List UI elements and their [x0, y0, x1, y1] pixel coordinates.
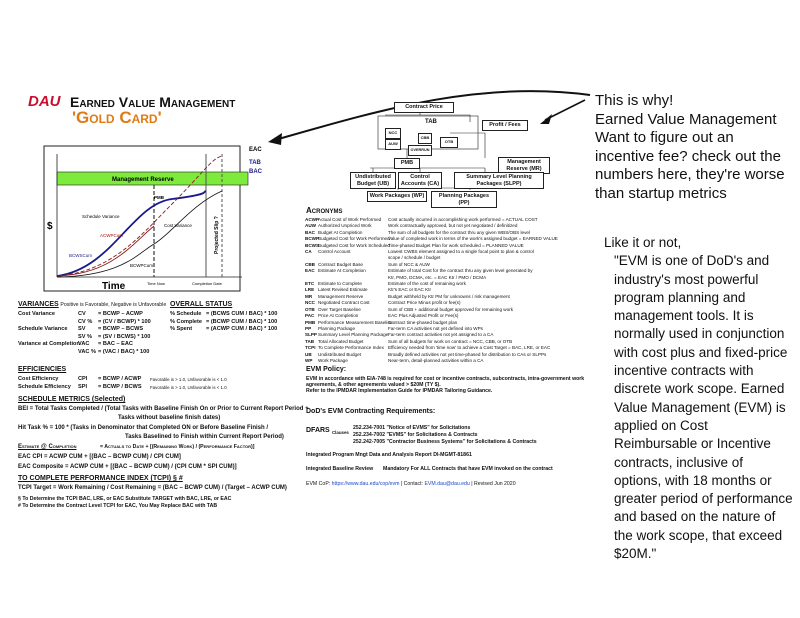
acronym-name: Total Allocated Budget: [318, 338, 364, 344]
formula-cell: [18, 334, 78, 342]
acronym-key: ETC: [305, 281, 315, 287]
acronym-key: EAC: [305, 268, 315, 274]
formula-row: [18, 311, 151, 319]
acronym-key: PMB: [305, 319, 316, 325]
acronym-row: [305, 358, 555, 364]
acronym-name: Control Account: [318, 249, 351, 255]
comment-line: Like it or not,: [604, 235, 682, 250]
formula-row: [170, 311, 277, 319]
formula-cell: = BCWP / ACWP: [98, 376, 142, 382]
formula-cell: = (BCWP CUM / BAC) * 100: [206, 318, 278, 325]
clauses-label: Clauses: [332, 430, 349, 435]
acronym-key: LRE: [305, 287, 315, 293]
acronym-name: Negotiated Contract Cost: [318, 300, 370, 306]
ibr: Integrated Baseline Review: [306, 466, 374, 472]
acronym-definition: Time-phased Budget Plan for work scheduled = PLANNED VALUE: [388, 242, 524, 248]
svg-text:EAC: EAC: [249, 147, 262, 153]
variances-note: Positive is Favorable, Negative is Unfavorable: [60, 302, 167, 308]
acronym-definition: Efficiency needed from 'time now' to achieve a Cost Target = BAC, LRE, or EAC: [388, 345, 551, 351]
acronym-definition: Sum of CBB + additional budget approved for remaining work: [388, 306, 513, 312]
card-subtitle: 'Gold Card': [72, 108, 162, 127]
org-mr: Management Reserve (MR): [498, 157, 550, 174]
comment-line: $20M.": [614, 546, 657, 562]
acronym-key: PAC: [305, 313, 315, 319]
acronym-name: Price At Completion: [318, 313, 359, 319]
acronym-key: CA: [305, 249, 312, 255]
comment-line: program planning and: [614, 289, 746, 305]
acronym-definition: Value of completed work in terms of the work's assigned budget = EARNED VALUE: [388, 236, 558, 242]
formula-cell: = (BCWS CUM / BAC) * 100: [206, 311, 278, 317]
formula-cell: = BCWP / BCWS: [98, 383, 142, 390]
formula-cell: CV: [78, 311, 86, 317]
comment-line: greater period of performance: [614, 491, 793, 507]
acronym-key: TCPI: [305, 345, 316, 351]
acronym-definition: Budget withheld by Ktr PM for unknowns / risk management: [388, 293, 510, 299]
org-tab: TAB: [425, 119, 437, 125]
acronym-name: Authorized Unpriced Work: [318, 223, 372, 229]
efficiencies-table: [18, 376, 227, 391]
acronym-name: Work Package: [318, 357, 348, 363]
clause: 252.234-7002 "EVMS" for Solicitations & Contracts: [353, 432, 478, 438]
acronym-definition: Broadly defined activities not yet time-phased for distribution to CAs or SLPPs: [388, 351, 547, 357]
comment-line: incentive fee? check out the: [595, 147, 781, 165]
acronym-key: TAB: [305, 338, 315, 344]
revised-date: | Revised Jun 2020: [471, 481, 516, 487]
comment-line: Value Management (EVM) is: [614, 399, 786, 415]
acronym-key: AUW: [305, 223, 316, 229]
acronym-key: UB: [305, 351, 312, 357]
comment-line: This is why!: [595, 92, 674, 109]
dau-logo: DAU: [28, 93, 61, 110]
tcpi-note: § To Determine the TCPI BAC, LRE, or EAC Substitute TARGET with BAC, LRE, or EAC: [18, 496, 232, 502]
formula-cell: = (SV / BCWS) * 100: [98, 333, 151, 340]
tcpi-title: TO COMPLETE PERFORMANCE INDEX (TCPI) § #: [18, 475, 183, 482]
acronym-key: PP: [305, 325, 312, 331]
formula-cell: Cost Variance: [18, 311, 55, 317]
acronym-key: ACWP: [305, 217, 320, 222]
acronym-definition: Far-term contract activities not yet assigned to a CA: [388, 332, 494, 338]
status-title: OVERALL STATUS: [170, 301, 233, 308]
org-otb: OTB: [440, 137, 458, 148]
acronym-key: OTB: [305, 306, 315, 312]
svg-text:Time: Time: [102, 281, 126, 292]
eac-title: Estimate @ Completion: [18, 444, 77, 450]
formula-row: [170, 326, 277, 334]
variances-table: [18, 311, 151, 357]
acronym-key: MR: [305, 293, 313, 299]
acronym-definition: Ktr's EAC or EAC Ktr: [388, 287, 431, 293]
svg-text:PMB: PMB: [154, 195, 164, 200]
acronym-definition: Estimate of total Cost for the contract thru any given level generated by: [388, 268, 533, 274]
comment-line: with cost plus and fixed-price: [614, 344, 788, 360]
acronym-name: Summary Level Planning Package: [318, 332, 389, 338]
org-overrun: OVERRUN: [408, 145, 432, 156]
policy-text: Refer to the IPMDAR Implementation Guide for IPMDAR Tailoring Guidance.: [306, 388, 493, 394]
comment-line: industry's most powerful: [614, 271, 759, 287]
acronym-definition: Near-term, detail-planned activities within a CA: [388, 357, 484, 363]
acronym-key: NCC: [305, 300, 315, 306]
acronym-definition: Contract Price Minus profit or fee(s): [388, 300, 461, 306]
clause: 252.234-7001 "Notice of EVMS" for Solicitations: [353, 425, 471, 431]
formula-row: [18, 376, 227, 384]
dfars-label: DFARS: [306, 427, 330, 434]
ibr-note: Mandatory For ALL Contracts that have EVM invoked on the contract: [383, 466, 553, 472]
comment-line: applied on Cost: [614, 417, 708, 433]
hit-formula: Tasks Baselined to Finish within Current Report Period): [125, 434, 284, 440]
acronym-name: Actual Cost of Work Performed: [318, 217, 382, 222]
formula-cell: CV %: [78, 318, 93, 325]
org-auw: AUW: [385, 139, 401, 150]
formula-cell: = BCWP – BCWS: [98, 326, 144, 333]
acronym-key: BCWP: [305, 236, 320, 242]
comment-line: incentive contracts with: [614, 363, 754, 379]
comment-line: "EVM is one of DoD's and: [614, 253, 770, 269]
formula-cell: % Spent: [170, 326, 193, 333]
tcpi-formula: TCPI Target = Work Remaining / Cost Remaining = (BAC – BCWP CUM) / (Target – ACWP CUM): [18, 485, 287, 491]
acronym-definition: EAC Plus Adjusted Profit or Fee(s): [388, 313, 459, 319]
org-ca: Control Accounts (CA): [398, 172, 442, 189]
org-profit: Profit / Fees: [482, 120, 528, 131]
comment-block-2: [604, 234, 793, 563]
formula-cell: = (VAC / BAC) * 100: [98, 348, 150, 355]
svg-text:Projected Slip ?: Projected Slip ?: [214, 216, 220, 254]
comment-line: Want to figure out an: [595, 129, 734, 146]
comment-line: management tools. It is: [614, 308, 754, 324]
acronym-definition: Lowest CWBS element assigned to a single focal point to plan & control: [388, 249, 534, 255]
acronym-definition: Sum of all budgets for work on contract = NCC, CBB, or OTB: [388, 338, 513, 344]
policy-title: EVM Policy:: [306, 366, 347, 373]
formula-cell: SV %: [78, 333, 92, 340]
acronym-definition: Work contractually approved, but not yet negotiated / definitized: [388, 223, 518, 229]
formula-row: [170, 319, 277, 327]
formula-cell: Cost Efficiency: [18, 376, 59, 382]
formula-cell: Favorable is > 1.0, Unfavorable is < 1.0: [150, 377, 227, 382]
acronym-key: WP: [305, 357, 313, 363]
svg-text:Time Now: Time Now: [147, 281, 165, 286]
acronym-name: Management Reserve: [318, 293, 364, 299]
formula-cell: VAC: [78, 341, 90, 348]
org-wp: Work Packages (WP): [367, 191, 427, 202]
formula-row: [18, 384, 227, 392]
dod-title: DoD's EVM Contracting Requirements:: [306, 408, 436, 415]
formula-cell: Variance at Completion: [18, 341, 80, 348]
formula-cell: [18, 319, 78, 327]
acronym-definition: The sum of all budgets for the contract thru any given WBS/OBS level: [388, 229, 530, 235]
acronym-name: Undistributed Budget: [318, 351, 361, 357]
formula-row: [18, 341, 151, 349]
cop-label: EVM CoP:: [306, 481, 331, 487]
acronym-key: BCWS: [305, 242, 320, 248]
formula-row: [18, 349, 151, 357]
acronym-key: SLPP: [305, 332, 317, 338]
acronym-name: Budgeted Cost for Work Scheduled: [318, 242, 390, 248]
efficiencies-title: EFFICIENCIES: [18, 366, 67, 373]
org-contract-price: Contract Price: [394, 102, 454, 113]
formula-cell: % Complete: [170, 318, 203, 325]
comment-line: discrete work scope. Earned: [614, 381, 785, 397]
comment-line: contracts, inclusive of: [614, 454, 744, 470]
formula-cell: VAC %: [78, 348, 96, 355]
formula-cell: Schedule Variance: [18, 326, 68, 333]
comment-line: the work scope, that exceed: [614, 527, 783, 543]
acronym-definition: Sum of NCC & AUW: [388, 261, 430, 267]
acronym-name: Estimate to Complete: [318, 281, 362, 287]
formula-cell: [18, 349, 78, 357]
org-cbb: CBB: [418, 133, 432, 144]
acronym-name: Budgeted Cost for Work Performed: [318, 236, 390, 242]
acronym-definition: Cost actually incurred in accomplishing work performed = ACTUAL COST: [388, 217, 538, 222]
svg-text:$: $: [47, 221, 53, 232]
svg-text:Cost Variance: Cost Variance: [164, 223, 192, 228]
formula-cell: CPI: [78, 376, 88, 382]
acronym-name: To Complete Performance Index: [318, 345, 384, 351]
policy-text: EVM in accordance with EIA-748 is required for cost or incentive contracts, subcontracts, intra-government work: [306, 376, 585, 382]
svg-text:Completion Date: Completion Date: [192, 281, 222, 286]
formula-row: [18, 319, 151, 327]
acronym-key: CBB: [305, 261, 315, 267]
acronym-definition: scope / schedule / budget: [388, 255, 441, 261]
comment-line: than startup metrics: [595, 184, 727, 202]
acronym-definition: Far-term CA activities not yet defined into WPs: [388, 325, 483, 331]
acronym-name: Latest Revised Estimate: [318, 287, 368, 293]
eac-def: = Actuals to Date + [(Remaining Work) / (Performance Factor)]: [100, 444, 255, 450]
formula-cell: = (CV / BCWP) * 100: [98, 318, 151, 325]
formula-cell: Favorable is > 1.0, Unfavorable is < 1.0: [150, 384, 227, 390]
formula-row: [18, 334, 151, 342]
acronym-definition: Ktr, PMO, DCMA, etc. = EAC Ktr / PMO / DCMA: [388, 274, 487, 280]
formula-cell: = (ACWP CUM / BAC) * 100: [206, 326, 278, 333]
acronym-definition: Contract time-phased budget plan: [388, 319, 458, 325]
variances-title: VARIANCES: [18, 301, 59, 308]
acronym-name: Estimate At Completion: [318, 268, 366, 274]
svg-text:BAC: BAC: [249, 169, 262, 175]
tcpi-note: # To Determine the Contract Level TCPI for EAC, You May Replace BAC with TAB: [18, 503, 218, 509]
comment-line: numbers here, they're worse: [595, 166, 785, 183]
acronym-name: Budget At Completion: [318, 229, 363, 235]
acronym-name: Performance Measurement Baseline: [318, 319, 393, 325]
acronyms-title: Acronyms: [306, 206, 343, 215]
formula-cell: = BCWP – ACWP: [98, 311, 143, 317]
schedule-title: SCHEDULE METRICS (Selected): [18, 396, 126, 403]
svg-text:TAB: TAB: [249, 160, 261, 166]
bei-formula: BEI = Total Tasks Completed / (Total Tasks with Baseline Finish On or Prior to Current Report Period +: [18, 406, 309, 412]
eac-composite-formula: EAC Composite = ACWP CUM + [(BAC – BCWP CUM) / (CPI CUM * SPI CUM)]: [18, 464, 237, 470]
comment-block-1: [595, 92, 785, 203]
card-title: Earned Value Management: [70, 94, 236, 110]
org-ncc: NCC: [385, 128, 401, 139]
org-ub: Undistributed Budget (UB): [350, 172, 396, 189]
svg-text:BCWPCum: BCWPCum: [130, 263, 154, 268]
hit-formula: Hit Task % = 100 * (Tasks in Denominator that Completed ON or Before Baseline Finish /: [18, 425, 269, 431]
formula-cell: % Schedule: [170, 311, 202, 317]
comment-line: normally used in conjunction: [614, 326, 785, 342]
acronym-name: Over Target Baseline: [318, 306, 361, 312]
comment-line: options, with 18 months or: [614, 472, 772, 488]
formula-cell: = BAC – EAC: [98, 341, 133, 348]
svg-text:Schedule Variance: Schedule Variance: [82, 214, 120, 219]
eac-cpi-formula: EAC CPI = ACWP CUM + [(BAC – BCWP CUM) / CPI CUM]: [18, 454, 181, 460]
org-pp: Planning Packages (PP): [431, 191, 497, 208]
formula-cell: Schedule Efficiency: [18, 383, 71, 390]
ipmdar: Integrated Program Mngt Data and Analysis Report DI-MGMT-81861: [306, 452, 472, 458]
comment-line: Reimbursable or Incentive: [614, 436, 771, 452]
acronym-name: Planning Package: [318, 325, 356, 331]
comment-line: and based on the nature of: [614, 509, 776, 525]
clause: 252.242-7005 "Contractor Business Systems" for Solicitations & Contracts: [353, 439, 537, 445]
evm-chart: [42, 144, 272, 294]
cop-link[interactable]: https://www.dau.edu/cop/evm: [331, 481, 400, 487]
contact-label: | Contact:: [400, 481, 423, 487]
mr-label: Management Reserve: [112, 177, 174, 183]
formula-cell: SPI: [78, 383, 88, 390]
comment-line: Earned Value Management: [595, 110, 777, 128]
contact-email-link[interactable]: EVM.dau@dau.edu: [424, 481, 470, 487]
formula-cell: SV: [78, 326, 86, 333]
svg-text:ACWPCum: ACWPCum: [100, 233, 124, 238]
acronym-name: Contract Budget Base: [318, 261, 363, 267]
acronym-key: BAC: [305, 229, 315, 235]
org-pmb: PMB: [394, 158, 420, 169]
svg-text:BCWSCum: BCWSCum: [69, 253, 93, 258]
formula-row: [18, 326, 151, 334]
policy-text: agreements, & other agreements valued > $20M (TY $).: [306, 382, 441, 388]
bei-formula: Tasks without baseline finish dates): [118, 415, 221, 421]
acronym-list: [305, 217, 558, 364]
org-slpp: Summary Level Planning Packages (SLPP): [454, 172, 544, 189]
acronym-definition: Estimate of the cost of remaining work: [388, 281, 466, 287]
status-table: [170, 311, 277, 334]
